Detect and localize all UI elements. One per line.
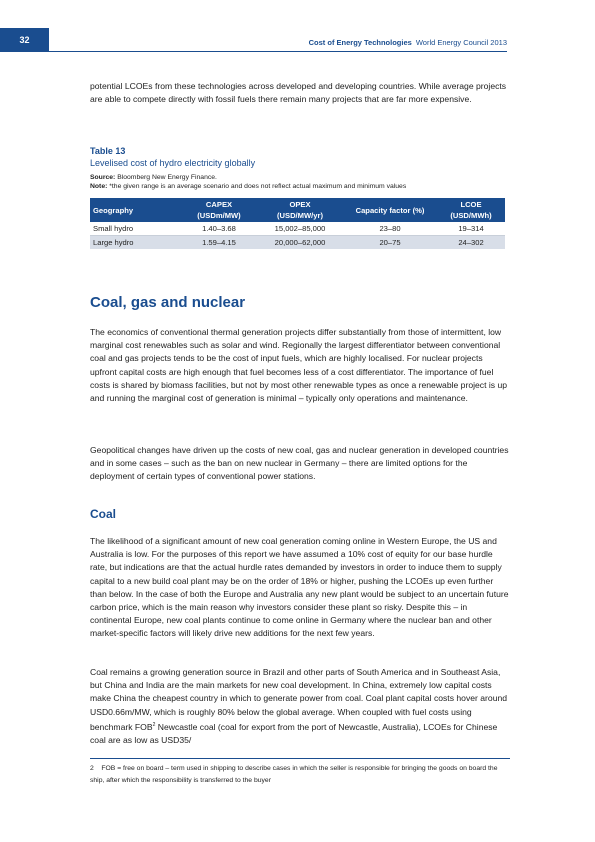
header-publisher: World Energy Council 2013 (415, 38, 507, 47)
cell-lcoe: 19–314 (437, 222, 505, 236)
table-label: Table 13 (90, 146, 126, 156)
table-row (90, 222, 505, 236)
footnote-text: FOB = free on board – term used in shipping to describe cases in which the seller is responsible for bringing the goods on board the ship, after which the responsibility is transferred to the buyer (90, 765, 498, 784)
source-text: Bloomberg New Energy Finance. (117, 174, 217, 181)
footnote (90, 763, 510, 786)
header-title: Cost of Energy Technologies (308, 38, 412, 47)
running-header (309, 38, 507, 48)
coal-paragraph-2 (90, 666, 510, 747)
section-paragraph-1: The economics of conventional thermal generation projects differ substantially from those of intermittent, low marginal cost renewables such as solar and wind. Regionally the largest differentiator between conventional coal and gas projects tends to be the cost of input fuels, which are highly localised. For nuclear projects upfront capital costs are high enough that fuel becomes less of a cost differentiator. The importance of fuel costs is shared by biomass facilities, but not by most other renewable types as once a renewable project is up and running the marginal cost of generation is minimal – typically only operations and maintenance. (90, 327, 508, 404)
cell-capacity: 23–80 (343, 222, 437, 236)
cell-capacity: 20–75 (343, 236, 437, 250)
page-number: 32 (0, 28, 49, 52)
cell-capex: 1.40–3.68 (181, 222, 257, 236)
cell-geography: Small hydro (90, 222, 181, 236)
col-geography: Geography (90, 198, 181, 222)
col-capex-unit: (USDm/MW) (197, 211, 241, 220)
cell-lcoe: 24–302 (437, 236, 505, 250)
col-opex (257, 198, 343, 222)
footnote-number: 2 (90, 765, 94, 772)
table-row (90, 236, 505, 250)
section-paragraph-2: Geopolitical changes have driven up the costs of new coal, gas and nuclear generation in developed countries and in some cases – such as the ban on new nuclear in Germany – there are limited options for the deployment of certain types of conventional power stations. (90, 445, 509, 482)
footnote-rule (90, 758, 510, 759)
source-label: Source: (90, 174, 116, 181)
col-opex-unit: (USD/MW/yr) (277, 211, 323, 220)
col-capacity: Capacity factor (%) (343, 198, 437, 222)
footnote-ref: 2 (152, 721, 156, 728)
col-lcoe: LCOE (USD/MWh) (437, 198, 505, 222)
table-header-row (90, 198, 505, 222)
coal-paragraph-1: The likelihood of a significant amount of new coal generation coming online in Western Europe, the US and Australia is low. For the purposes of this report we have assumed a 10% cost of equity for our base hurdle rate, but indications are that the actual hurdle rates demanded by investors in order to induce them to supply capital to a new build coal plant may be on the order of 18% or higher, pushing the LCOEs up even further than below. In the case of both the Europe and Australia any new plant would be subject to an uncertain future carbon price, which is the main reason why investors consider these plant so risky. Despite this – in continental Europe, new coal plants continue to come online in Germany where the nuclear ban and other market-specific factors will likely drive new additions for the next few years. (90, 536, 509, 639)
note-label: Note: (90, 183, 108, 190)
col-capex-label: CAPEX (205, 200, 233, 209)
coal-paragraph-2-b: Newcastle coal (coal for export from the port of Newcastle, Australia), LCOEs for Chinese coal are as low as USD35/ (90, 721, 498, 745)
subsection-heading: Coal (90, 507, 117, 521)
table-title: Levelised cost of hydro electricity globally (90, 158, 256, 168)
col-opex-label: OPEX (289, 200, 311, 209)
intro-paragraph: potential LCOEs from these technologies across developed and developing countries. While average projects are able to compete directly with fossil fuels there remain many projects that are far more expensive. (90, 81, 507, 105)
coal-paragraph-2-a: Coal remains a growing generation source in Brazil and other parts of South America and in Southeast Asia, but China and India are the main markets for new coal development. In China, extremely low capital costs make China the cheapest country in which to generate power from coal. Coal plant capital costs hover around USD0.66m/MW, which is roughly 80% below the global average. When coupled with fuel costs using benchmark FOB (90, 667, 508, 732)
hydro-cost-table (90, 198, 505, 249)
cell-geography: Large hydro (90, 236, 181, 250)
cell-opex: 15,002–85,000 (257, 222, 343, 236)
section-heading: Coal, gas and nuclear (90, 294, 246, 311)
cell-capex: 1.59–4.15 (181, 236, 257, 250)
cell-opex: 20,000–62,000 (257, 236, 343, 250)
col-capex (181, 198, 257, 222)
table-source-note (90, 173, 406, 191)
header-rule (49, 51, 507, 52)
note-text: *the given range is an average scenario and does not reflect actual maximum and minimum values (109, 183, 407, 190)
